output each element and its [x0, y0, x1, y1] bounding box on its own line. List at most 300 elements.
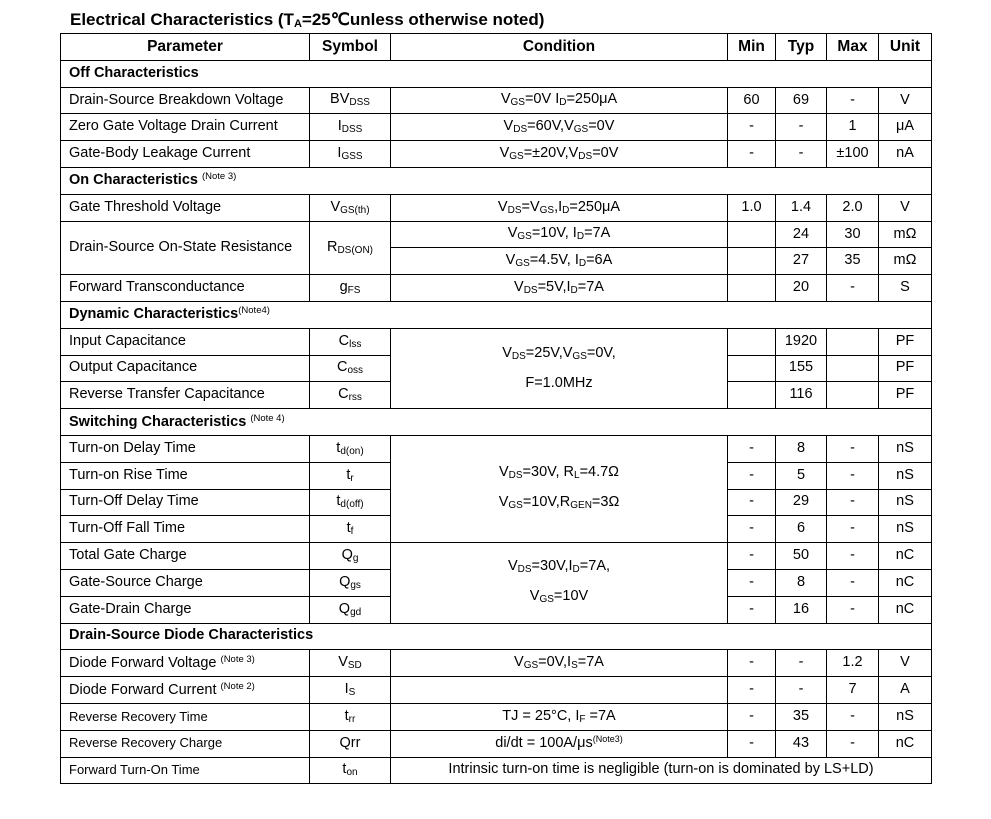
symbol-cell: [310, 114, 391, 141]
subscript: D: [559, 97, 567, 109]
text-fragment: =7A: [585, 707, 616, 724]
typ-cell: 116: [776, 382, 827, 409]
typ-cell: -: [776, 114, 827, 141]
condition-line: [391, 553, 727, 583]
condition-label: di/dt = 100A/μs: [495, 735, 593, 752]
max-cell: -: [827, 489, 879, 516]
table-row: [61, 757, 932, 784]
max-cell: 7: [827, 677, 879, 704]
unit-cell: μA: [879, 114, 932, 141]
symbol-label: C: [338, 332, 350, 349]
parameter-label: Reverse Recovery Time: [69, 708, 208, 724]
table-row: [61, 275, 932, 302]
symbol-label: Qrr: [339, 734, 361, 751]
symbol-label: Q: [341, 547, 353, 564]
parameter-cell: [61, 730, 310, 757]
text-fragment: F=1.0MHz: [525, 375, 593, 392]
max-cell: -: [827, 462, 879, 489]
subscript: GSS: [341, 151, 363, 163]
table-row: [61, 141, 932, 168]
unit-cell: V: [879, 194, 932, 221]
min-cell: -: [728, 569, 776, 596]
text-fragment: V: [503, 118, 514, 135]
merged-condition-capacitance: [391, 328, 728, 408]
text-fragment: TJ = 25°C, I: [502, 707, 580, 724]
text-fragment: =7A: [577, 654, 604, 671]
typ-cell: 5: [776, 462, 827, 489]
subscript: g: [352, 553, 359, 565]
parameter-label: Input Capacitance: [69, 332, 186, 349]
parameter-label: Gate-Body Leakage Current: [69, 145, 251, 162]
parameter-label: Turn-on Rise Time: [69, 466, 188, 483]
section-row-switching: [61, 409, 932, 436]
parameter-cell: [61, 221, 310, 275]
table-row: [61, 703, 932, 730]
parameter-label: Gate Threshold Voltage: [69, 198, 222, 215]
symbol-label: V: [330, 198, 341, 215]
symbol-cell: [310, 730, 391, 757]
header-unit: Unit: [879, 34, 932, 61]
symbol-label: C: [338, 386, 349, 403]
symbol-cell: [310, 489, 391, 516]
subscript: GS: [523, 660, 539, 672]
text-fragment: =0V: [592, 145, 619, 162]
typ-cell: 8: [776, 569, 827, 596]
condition-cell: [391, 650, 728, 677]
text-fragment: =60V,V: [527, 118, 574, 135]
unit-cell: nC: [879, 543, 932, 570]
min-cell: -: [728, 650, 776, 677]
symbol-cell: [310, 275, 391, 302]
parameter-cell: [61, 516, 310, 543]
parameter-cell: [61, 757, 310, 784]
unit-cell: nS: [879, 703, 932, 730]
symbol-cell: [310, 87, 391, 114]
parameter-cell: [61, 275, 310, 302]
symbol-label: I: [337, 118, 342, 135]
parameter-label: Turn-Off Delay Time: [69, 493, 199, 510]
typ-cell: -: [776, 141, 827, 168]
min-cell: [728, 275, 776, 302]
unit-cell: PF: [879, 355, 932, 382]
table-row: [61, 677, 932, 704]
condition-label: Intrinsic turn-on time is negligible (turn-on is dominated by LS+LD): [448, 761, 874, 778]
text-fragment: =250μA: [566, 91, 618, 108]
parameter-label: Forward Transconductance: [69, 279, 245, 296]
symbol-cell: [310, 141, 391, 168]
text-fragment: =0V,: [586, 345, 616, 362]
text-fragment: =250μA: [569, 198, 621, 215]
max-cell: 35: [827, 248, 879, 275]
text-fragment: =4.5V, I: [529, 252, 579, 269]
text-fragment: =0V I: [524, 91, 560, 108]
parameter-cell: [61, 462, 310, 489]
parameter-label: Drain-Source Breakdown Voltage: [69, 91, 284, 108]
unit-cell: nC: [879, 569, 932, 596]
condition-cell: [391, 757, 932, 784]
text-fragment: =7A: [577, 279, 604, 296]
text-fragment: =0V,I: [538, 654, 572, 671]
merged-condition-switching: [391, 435, 728, 542]
subscript: D: [578, 258, 587, 270]
parameter-label: Reverse Transfer Capacitance: [69, 386, 265, 403]
text-fragment: =10V, I: [531, 225, 577, 242]
subscript: GS(th): [340, 204, 370, 216]
text-fragment: =30V,I: [531, 557, 573, 574]
unit-cell: nC: [879, 596, 932, 623]
subscript: FS: [347, 285, 361, 297]
symbol-label: t: [346, 520, 351, 537]
note-label: (Note 3): [220, 653, 255, 665]
merged-condition-gate-charge: [391, 543, 728, 623]
parameter-cell: [61, 569, 310, 596]
subscript: L: [574, 470, 580, 482]
symbol-label: t: [342, 761, 347, 778]
typ-cell: 16: [776, 596, 827, 623]
symbol-cell: [310, 650, 391, 677]
section-label: Dynamic Characteristics$^{(Note4)}$: [61, 301, 932, 328]
table-row: [61, 114, 932, 141]
subscript: on: [346, 767, 358, 779]
text-fragment: V: [507, 225, 518, 242]
parameter-label: Turn-on Delay Time: [69, 439, 196, 456]
subscript: S: [571, 660, 578, 672]
symbol-label: R: [326, 238, 338, 255]
table-row: [61, 650, 932, 677]
condition-cell: [391, 730, 728, 757]
min-cell: -: [728, 435, 776, 462]
parameter-cell: [61, 382, 310, 409]
min-cell: [728, 382, 776, 409]
text-fragment: =7A,: [579, 557, 611, 574]
header-max: Max: [827, 34, 879, 61]
symbol-label: t: [336, 493, 341, 510]
subscript: DS: [508, 470, 523, 482]
typ-cell: 24: [776, 221, 827, 248]
text-fragment: =0V: [588, 118, 615, 135]
header-symbol: Symbol: [310, 34, 391, 61]
condition-cell: [391, 87, 728, 114]
text-fragment: V: [498, 464, 509, 481]
unit-cell: nS: [879, 435, 932, 462]
symbol-label: t: [344, 707, 349, 724]
header-row: [61, 34, 932, 61]
min-cell: -: [728, 114, 776, 141]
text-fragment: =±20V,V: [523, 145, 579, 162]
subscript: GS: [510, 97, 525, 109]
parameter-cell: [61, 141, 310, 168]
subscript: GS: [539, 204, 555, 216]
parameter-cell: [61, 355, 310, 382]
text-fragment: =30V, R: [522, 464, 574, 481]
symbol-cell: [310, 543, 391, 570]
section-row-off: [61, 60, 932, 87]
symbol-cell: [310, 516, 391, 543]
subscript: S: [348, 687, 356, 699]
unit-cell: nA: [879, 141, 932, 168]
max-cell: -: [827, 596, 879, 623]
section-row-dynamic: [61, 301, 932, 328]
symbol-label: BV: [330, 91, 350, 108]
subscript: D: [572, 563, 580, 575]
parameter-label: Output Capacitance: [69, 359, 198, 376]
note-label: (Note 2): [220, 680, 255, 692]
parameter-cell: [61, 677, 310, 704]
min-cell: -: [728, 543, 776, 570]
subscript: gs: [350, 579, 361, 591]
subscript: DS(ON): [337, 244, 374, 256]
parameter-cell: [61, 194, 310, 221]
section-row-diode: [61, 623, 932, 650]
text-fragment: =3Ω: [591, 494, 620, 511]
typ-cell: 6: [776, 516, 827, 543]
symbol-label: I: [344, 681, 349, 698]
typ-cell: 29: [776, 489, 827, 516]
table-row: [61, 221, 932, 248]
min-cell: -: [728, 516, 776, 543]
unit-cell: mΩ: [879, 221, 932, 248]
parameter-label: Drain-Source On-State Resistance: [69, 238, 293, 255]
text-fragment: =4.7Ω: [579, 464, 620, 481]
parameter-cell: [61, 650, 310, 677]
subscript: D: [576, 231, 585, 243]
header-typ: Typ: [776, 34, 827, 61]
max-cell: -: [827, 516, 879, 543]
max-cell: [827, 382, 879, 409]
typ-cell: 1.4: [776, 194, 827, 221]
symbol-label: g: [339, 279, 348, 296]
max-cell: 2.0: [827, 194, 879, 221]
max-cell: -: [827, 569, 879, 596]
condition-cell: [391, 141, 728, 168]
typ-cell: 35: [776, 703, 827, 730]
unit-cell: nS: [879, 462, 932, 489]
min-cell: [728, 248, 776, 275]
subscript: r: [350, 472, 354, 484]
subscript: SD: [347, 660, 362, 672]
min-cell: -: [728, 462, 776, 489]
text-fragment: =V: [521, 198, 540, 215]
parameter-label: Forward Turn-On Time: [69, 762, 200, 778]
parameter-cell: [61, 596, 310, 623]
min-cell: -: [728, 703, 776, 730]
text-fragment: =10V: [553, 587, 589, 604]
condition-cell: [391, 221, 728, 248]
section-label: Drain-Source Diode Characteristics: [61, 623, 932, 650]
electrical-characteristics-table: [60, 33, 932, 784]
text-fragment: =6A: [586, 252, 613, 269]
text-fragment: V: [505, 252, 516, 269]
subscript: GS: [508, 500, 523, 512]
table-row: [61, 194, 932, 221]
unit-cell: nC: [879, 730, 932, 757]
symbol-label: Q: [339, 573, 351, 590]
condition-line: [391, 459, 727, 489]
text-fragment: V: [507, 557, 518, 574]
condition-line: [391, 583, 727, 613]
subscript: DS: [517, 563, 532, 575]
subscript: lss: [349, 338, 362, 350]
symbol-cell: [310, 221, 391, 275]
symbol-cell: [310, 194, 391, 221]
subscript: GS: [539, 593, 554, 605]
max-cell: [827, 355, 879, 382]
symbol-cell: [310, 462, 391, 489]
condition-cell: [391, 194, 728, 221]
subscript: DS: [513, 124, 528, 136]
typ-cell: 8: [776, 435, 827, 462]
max-cell: -: [827, 275, 879, 302]
unit-cell: A: [879, 677, 932, 704]
typ-cell: -: [776, 650, 827, 677]
unit-cell: S: [879, 275, 932, 302]
text-fragment: V: [514, 654, 524, 671]
subscript: d(on): [340, 445, 364, 457]
text-fragment: =7A: [584, 225, 611, 242]
subscript: GS: [572, 351, 587, 363]
symbol-cell: [310, 435, 391, 462]
max-cell: 1.2: [827, 650, 879, 677]
section-label: On Characteristics $^{(Note 3)}$: [61, 167, 932, 194]
unit-cell: PF: [879, 328, 932, 355]
note-label: (Note3): [592, 734, 623, 745]
parameter-cell: [61, 543, 310, 570]
subscript: rr: [348, 713, 356, 725]
min-cell: -: [728, 596, 776, 623]
min-cell: -: [728, 677, 776, 704]
condition-cell: [391, 703, 728, 730]
subscript: GS: [509, 151, 524, 163]
text-fragment: V: [497, 198, 508, 215]
subscript: GS: [517, 231, 532, 243]
condition-cell: [391, 248, 728, 275]
min-cell: [728, 355, 776, 382]
unit-cell: V: [879, 87, 932, 114]
max-cell: -: [827, 703, 879, 730]
min-cell: [728, 221, 776, 248]
parameter-label: Gate-Source Charge: [69, 573, 203, 590]
min-cell: 1.0: [728, 194, 776, 221]
subscript: gd: [350, 606, 362, 618]
text-fragment: V: [499, 145, 510, 162]
subscript: D: [562, 204, 570, 216]
typ-cell: 20: [776, 275, 827, 302]
text-fragment: V: [529, 587, 540, 604]
text-fragment: V: [502, 345, 512, 362]
min-cell: 60: [728, 87, 776, 114]
max-cell: [827, 328, 879, 355]
parameter-label: Diode Forward Current: [69, 681, 217, 698]
parameter-cell: [61, 87, 310, 114]
min-cell: -: [728, 141, 776, 168]
typ-cell: 69: [776, 87, 827, 114]
symbol-label: I: [337, 145, 342, 162]
table-row: [61, 435, 932, 462]
symbol-cell: [310, 703, 391, 730]
parameter-label: Gate-Drain Charge: [69, 600, 192, 617]
section-row-on: [61, 167, 932, 194]
symbol-label: C: [336, 359, 348, 376]
section-label: Off Characteristics: [61, 60, 932, 87]
typ-cell: 1920: [776, 328, 827, 355]
parameter-cell: [61, 435, 310, 462]
unit-cell: nS: [879, 516, 932, 543]
max-cell: 1: [827, 114, 879, 141]
symbol-label: t: [336, 439, 341, 456]
subscript: oss: [347, 365, 364, 377]
header-condition: Condition: [391, 34, 728, 61]
header-min: Min: [728, 34, 776, 61]
text-fragment: =25V,V: [525, 345, 573, 362]
subscript: DS: [511, 351, 526, 363]
unit-cell: V: [879, 650, 932, 677]
parameter-cell: [61, 114, 310, 141]
text-fragment: =10V,R: [522, 494, 571, 511]
subscript: DS: [578, 151, 593, 163]
condition-line: [391, 370, 727, 396]
parameter-cell: [61, 328, 310, 355]
subscript: F: [579, 713, 586, 725]
max-cell: -: [827, 543, 879, 570]
parameter-label: Turn-Off Fall Time: [69, 520, 186, 537]
subscript: D: [570, 285, 578, 297]
parameter-label: Reverse Recovery Charge: [69, 735, 223, 751]
table-row: [61, 543, 932, 570]
text-fragment: ,I: [554, 198, 563, 215]
section-label: Switching Characteristics $^{(Note 4)}$: [61, 409, 932, 436]
max-cell: -: [827, 87, 879, 114]
condition-cell: [391, 677, 728, 704]
subscript: DS: [523, 285, 538, 297]
subscript: f: [350, 526, 354, 538]
parameter-label: Zero Gate Voltage Drain Current: [69, 118, 278, 135]
typ-cell: 155: [776, 355, 827, 382]
typ-cell: 50: [776, 543, 827, 570]
unit-cell: mΩ: [879, 248, 932, 275]
subscript: GS: [573, 124, 589, 136]
symbol-cell: [310, 382, 391, 409]
condition-line: [391, 489, 727, 519]
parameter-label: Diode Forward Voltage: [69, 654, 217, 671]
symbol-cell: [310, 596, 391, 623]
symbol-cell: [310, 677, 391, 704]
subscript: d(off): [340, 499, 364, 511]
typ-cell: 43: [776, 730, 827, 757]
min-cell: [728, 328, 776, 355]
unit-cell: nS: [879, 489, 932, 516]
symbol-label: V: [338, 654, 348, 671]
parameter-cell: [61, 703, 310, 730]
subscript: rss: [348, 392, 362, 404]
table-row: [61, 87, 932, 114]
table-row: [61, 328, 932, 355]
max-cell: -: [827, 435, 879, 462]
symbol-label: Q: [338, 600, 351, 617]
table-row: [61, 730, 932, 757]
subscript: GS: [515, 258, 530, 270]
text-fragment: V: [500, 91, 511, 108]
text-fragment: V: [498, 494, 509, 511]
max-cell: 30: [827, 221, 879, 248]
condition-cell: [391, 275, 728, 302]
unit-cell: PF: [879, 382, 932, 409]
symbol-cell: [310, 757, 391, 784]
min-cell: -: [728, 730, 776, 757]
typ-cell: -: [776, 677, 827, 704]
symbol-cell: [310, 328, 391, 355]
condition-cell: [391, 114, 728, 141]
text-fragment: V: [514, 279, 524, 296]
